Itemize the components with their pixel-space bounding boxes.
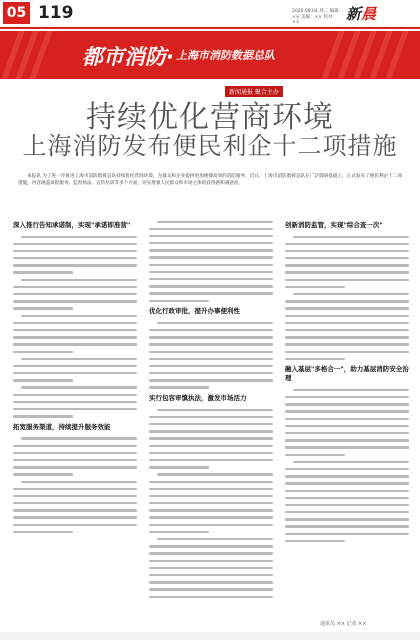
text-line — [13, 398, 137, 405]
text-line — [13, 348, 137, 355]
text-line — [149, 478, 273, 485]
text-line — [149, 449, 273, 456]
text-line — [149, 348, 273, 355]
text-line — [13, 240, 137, 247]
text-line — [13, 233, 137, 240]
text-line — [285, 415, 409, 422]
text-line — [13, 456, 137, 463]
text-line — [285, 516, 409, 523]
section-heading: 融入基层"多格合一"，助力基层消防安全治理 — [285, 365, 409, 383]
text-line — [285, 537, 409, 544]
text-line — [149, 297, 273, 304]
text-line — [149, 435, 273, 442]
column-1 — [13, 218, 137, 536]
text-line — [149, 471, 273, 478]
text-line — [149, 218, 273, 225]
page-number: 05 — [3, 2, 30, 24]
text-line — [149, 261, 273, 268]
text-line — [149, 564, 273, 571]
text-line — [13, 435, 137, 442]
text-line — [13, 298, 137, 305]
section-banner — [0, 31, 420, 96]
text-line — [149, 464, 273, 471]
text-line — [149, 500, 273, 507]
text-line — [149, 543, 273, 550]
text-line — [149, 232, 273, 239]
text-line — [149, 521, 273, 528]
banner-title: 都市消防· — [82, 45, 174, 69]
text-line — [149, 268, 273, 275]
text-line — [13, 391, 137, 398]
text-line — [13, 341, 137, 348]
text-line — [149, 536, 273, 543]
section-heading: 拓宽服务渠道，持续提升服务效能 — [13, 422, 111, 431]
text-line — [13, 255, 137, 262]
text-line — [285, 276, 409, 283]
text-line — [149, 514, 273, 521]
text-line — [13, 319, 137, 326]
newspaper-logo: 新晨 — [346, 5, 377, 23]
text-line — [149, 557, 273, 564]
masthead-rule — [0, 27, 420, 29]
text-line — [13, 384, 137, 391]
text-line — [149, 421, 273, 428]
text-line — [285, 473, 409, 480]
text-line — [149, 240, 273, 247]
text-line — [13, 442, 137, 449]
text-line — [149, 456, 273, 463]
text-line — [285, 530, 409, 537]
text-line — [13, 370, 137, 377]
text-line — [13, 262, 137, 269]
text-line — [13, 507, 137, 514]
text-line — [149, 319, 273, 326]
text-line — [285, 326, 409, 333]
text-line — [285, 408, 409, 415]
text-line — [149, 593, 273, 600]
banner-subtitle: 上海市消防数据总队 — [176, 49, 275, 62]
text-line — [285, 283, 409, 290]
text-line — [285, 465, 409, 472]
text-line — [285, 319, 409, 326]
column-3 — [285, 218, 409, 545]
text-line — [285, 386, 409, 393]
text-line — [285, 487, 409, 494]
text-line — [285, 291, 409, 298]
text-line — [149, 276, 273, 283]
text-line — [13, 492, 137, 499]
text-line — [285, 355, 409, 362]
text-line — [13, 406, 137, 413]
headline-line-1: 持续优化营商环境 — [86, 100, 334, 135]
headline-line-2: 上海消防发布便民利企十二项措施 — [22, 132, 398, 160]
text-line — [285, 298, 409, 305]
text-line — [285, 269, 409, 276]
section-heading: 优化行政审批，提升办事便利性 — [149, 307, 240, 316]
text-line — [13, 334, 137, 341]
text-line — [285, 233, 409, 240]
text-line — [149, 485, 273, 492]
text-line — [285, 458, 409, 465]
text-line — [149, 442, 273, 449]
section-heading: 深入推行告知承诺制，实现"承诺即准营" — [13, 221, 131, 229]
text-line — [285, 394, 409, 401]
text-line — [13, 500, 137, 507]
text-line — [285, 312, 409, 319]
masthead — [0, 0, 420, 26]
text-line — [285, 430, 409, 437]
section-heading: 实行包容审慎执法，激发市场活力 — [149, 394, 247, 403]
text-line — [13, 291, 137, 298]
text-line — [13, 326, 137, 333]
text-line — [13, 362, 137, 369]
text-line — [285, 255, 409, 262]
text-line — [13, 478, 137, 485]
text-line — [285, 240, 409, 247]
text-line — [285, 437, 409, 444]
text-line — [149, 362, 273, 369]
text-line — [285, 348, 409, 355]
issue-date: 2020.08.04 周二 编辑：×× 美编：×× 校对：×× — [292, 9, 344, 25]
text-line — [285, 451, 409, 458]
text-line — [13, 471, 137, 478]
text-line — [149, 492, 273, 499]
text-line — [149, 428, 273, 435]
text-line — [285, 494, 409, 501]
text-line — [13, 449, 137, 456]
text-line — [13, 305, 137, 312]
text-line — [149, 370, 273, 377]
text-line — [149, 254, 273, 261]
text-line — [13, 413, 137, 420]
text-line — [149, 326, 273, 333]
text-line — [13, 528, 137, 535]
text-line — [149, 225, 273, 232]
text-line — [285, 247, 409, 254]
text-line — [13, 521, 137, 528]
text-line — [149, 507, 273, 514]
text-line — [13, 485, 137, 492]
text-line — [13, 269, 137, 276]
text-line — [149, 384, 273, 391]
text-line — [149, 406, 273, 413]
text-line — [285, 341, 409, 348]
text-line — [149, 290, 273, 297]
text-line — [13, 276, 137, 283]
text-line — [149, 341, 273, 348]
text-line — [13, 283, 137, 290]
text-line — [285, 401, 409, 408]
text-line — [149, 550, 273, 557]
column-2 — [149, 218, 273, 600]
text-line — [149, 413, 273, 420]
article-body — [13, 218, 409, 616]
text-line — [13, 377, 137, 384]
text-line — [285, 305, 409, 312]
text-line — [149, 355, 273, 362]
author-byline: 通讯员 ×× 记者 ×× — [320, 621, 367, 627]
section-heading: 创新消防监管，实现"综合查一次" — [285, 221, 383, 229]
text-line — [285, 480, 409, 487]
text-line — [285, 501, 409, 508]
text-line — [285, 334, 409, 341]
lead-paragraph: 本报讯 为了进一步推进上海市消防救援总队持续优化营商环境，为群众和企业提供更加便捷高效的消防服务，近日，上海市消防救援总队在广泛调研基础上，正式发布了便民利企十二项措施，内容涵盖审批服务、监督执法、宣传培训等多个方面，切实增强人民群众和市场主体的获得感和满意度。 — [18, 174, 402, 186]
text-line — [13, 464, 137, 471]
text-line — [13, 355, 137, 362]
text-line — [285, 444, 409, 451]
text-line — [149, 571, 273, 578]
text-line — [149, 334, 273, 341]
text-line — [285, 523, 409, 530]
text-line — [13, 312, 137, 319]
text-line — [13, 247, 137, 254]
page-label: 119 — [38, 3, 74, 23]
text-line — [149, 528, 273, 535]
text-line — [149, 283, 273, 290]
text-line — [285, 422, 409, 429]
text-line — [285, 509, 409, 516]
text-line — [149, 579, 273, 586]
text-line — [149, 586, 273, 593]
text-line — [149, 247, 273, 254]
text-line — [285, 262, 409, 269]
text-line — [149, 377, 273, 384]
banner-column-tag: 新闻通报 聚合主办 — [225, 86, 283, 97]
text-line — [13, 514, 137, 521]
page-footer — [0, 632, 420, 640]
